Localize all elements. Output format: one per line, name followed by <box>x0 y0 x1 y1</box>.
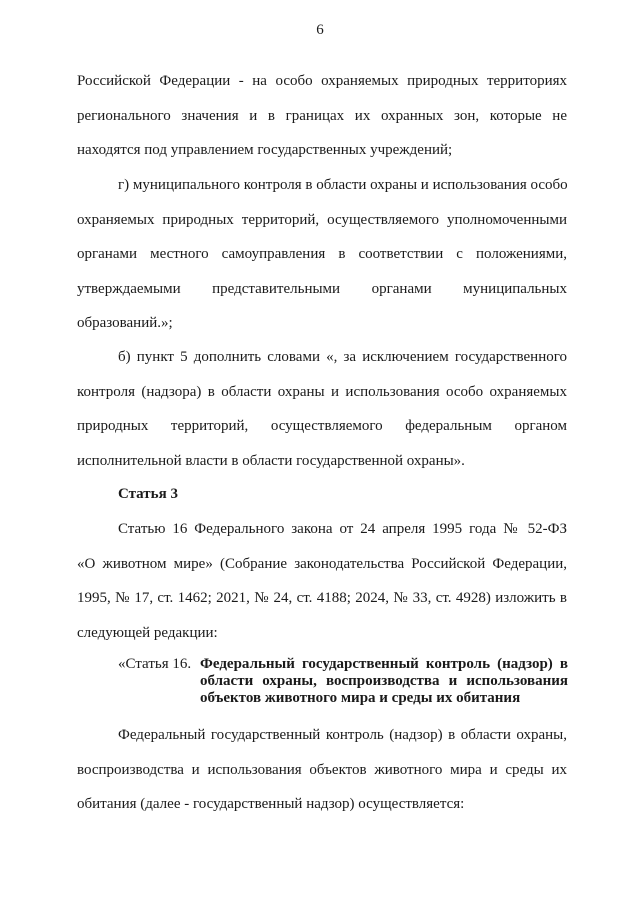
article-16-title <box>200 656 568 707</box>
text-line: утверждаемыми представительными органами муниципальных <box>77 280 567 297</box>
article-16-prefix: «Статья 16. <box>118 656 192 672</box>
article-heading: Статья 3 <box>118 486 178 502</box>
text-line: воспроизводства и использования объектов животного мира и среды их <box>77 761 567 778</box>
text-line: охраняемых природных территорий, осуществляемого уполномоченными <box>77 211 567 228</box>
quoted-article-16 <box>118 656 568 707</box>
text-line: г) муниципального контроля в области охраны и использования особо <box>118 177 568 193</box>
text-line: Статью 16 Федерального закона от 24 апреля 1995 года № 52-ФЗ <box>118 521 567 537</box>
text-line: органами местного самоуправления в соответствии с положениями, <box>77 246 567 262</box>
text-line: 1995, № 17, ст. 1462; 2021, № 24, ст. 4188; 2024, № 33, ст. 4928) изложить в <box>77 590 567 606</box>
text-line: регионального значения и в границах их охранных зон, которые не <box>77 107 567 124</box>
article-16-title-line: области охраны, воспроизводства и использования <box>200 673 568 689</box>
page-number: 6 <box>316 22 324 38</box>
text-line: образований.»; <box>77 315 173 331</box>
paragraph-state-supervision <box>77 718 567 822</box>
text-line: природных территорий, осуществляемого федеральным органом <box>77 418 567 434</box>
text-line: находятся под управлением государственных учреждений; <box>77 142 453 158</box>
text-line: следующей редакции: <box>77 624 218 641</box>
article-3-block <box>77 477 567 512</box>
text-line: обитания (далее - государственный надзор) осуществляется: <box>77 796 465 812</box>
paragraph-point-5 <box>77 340 567 478</box>
paragraph-municipal-control <box>77 168 567 341</box>
article-16-title-line: Федеральный государственный контроль (надзор) в <box>200 656 568 672</box>
text-line: Российской Федерации - на особо охраняемых природных территориях <box>77 73 567 89</box>
text-line: Федеральный государственный контроль (надзор) в области охраны, <box>118 727 567 743</box>
text-line: контроля (надзора) в области охраны и использования особо охраняемых <box>77 383 567 400</box>
text-line: «О животном мире» (Собрание законодательства Российской Федерации, <box>77 555 567 572</box>
paragraph-regional <box>77 64 567 168</box>
text-line: исполнительной власти в области государственной охраны». <box>77 452 465 469</box>
text-line: б) пункт 5 дополнить словами «, за исключением государственного <box>118 349 567 365</box>
article-3-text <box>77 512 567 650</box>
article-16-title-line: объектов животного мира и среды их обитания <box>200 690 521 706</box>
